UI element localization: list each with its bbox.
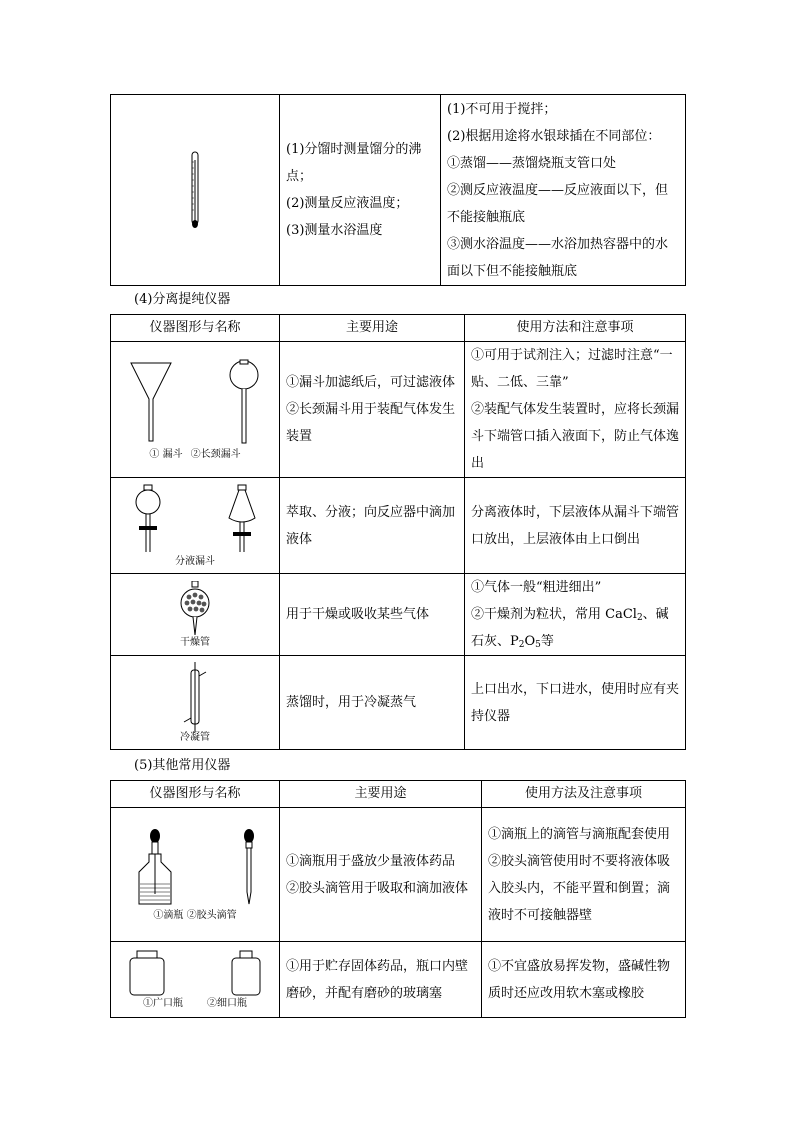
- column-header: 使用方法和注意事项: [465, 315, 686, 342]
- use-line: (3)测量水浴温度: [286, 223, 383, 238]
- notes-cell: [465, 574, 686, 656]
- use-cell: [280, 478, 465, 574]
- notes-line: ①滴瓶上的滴管与滴瓶配套使用: [488, 826, 671, 842]
- notes-cell: [482, 808, 686, 942]
- table-row: [111, 342, 686, 478]
- table-row: [111, 656, 686, 750]
- funnel-caption: ① 漏斗: [149, 448, 183, 460]
- notes-line: 上口出水，下口进水，使用时应有夹持仪器: [471, 681, 680, 724]
- notes-line: ②胶头滴管使用时不要将液体吸入胶头内，不能平置和倒置；滴液时不可接触器壁: [488, 853, 671, 923]
- condenser-caption: 冷凝管: [180, 731, 210, 743]
- separatory-funnel-figure-cell: [111, 478, 280, 574]
- use-cell: [280, 574, 465, 656]
- use-line: ②胶头滴管用于吸取和滴加液体: [286, 880, 469, 896]
- section-title-separation: (4)分离提纯仪器: [134, 292, 231, 307]
- notes-line: ①气体一般“粗进细出”: [471, 580, 602, 595]
- bottles-figure-cell: [111, 942, 280, 1018]
- separatory-funnel-pear-icon: [227, 484, 257, 554]
- text-fragment: 等: [540, 634, 554, 649]
- dropping-bottle-icon: [135, 828, 175, 906]
- use-cell: [280, 942, 482, 1018]
- use-cell: [280, 656, 465, 750]
- drying-tube-figure-cell: [111, 574, 280, 656]
- notes-line: ②测反应液温度——反应液面以下，但不能接触瓶底: [447, 182, 669, 225]
- notes-line: [471, 601, 679, 628]
- table-row: [111, 478, 686, 574]
- column-header: 主要用途: [280, 315, 465, 342]
- column-header: 使用方法及注意事项: [482, 781, 686, 808]
- notes-line: (1)不可用于搅拌；: [447, 101, 557, 117]
- table-row: [111, 808, 686, 942]
- notes-line: (2)根据用途将水银球插在不同部位：: [447, 128, 661, 144]
- notes-cell: [465, 342, 686, 478]
- table-header-row: [111, 781, 686, 808]
- use-line: 萃取、分液；向反应器中滴加液体: [286, 504, 456, 547]
- notes-line: ②装配气体发生装置时，应将长颈漏斗下端管口插入液面下，防止气体逸出: [471, 402, 680, 471]
- subscript: 2: [518, 640, 525, 650]
- wide-mouth-bottle-caption: ①广口瓶: [143, 997, 183, 1009]
- notes-line: [471, 628, 679, 655]
- use-line: ①用于贮存固体药品，瓶口内壁磨砂，并配有磨砂的玻璃塞: [286, 958, 469, 1001]
- notes-line: ①可用于试剂注入；过滤时注意“一贴、二低、三靠”: [471, 348, 673, 390]
- notes-cell: [482, 942, 686, 1018]
- table-header-row: [111, 315, 686, 342]
- table-row: [111, 574, 686, 656]
- notes-line: 分离液体时，下层液体从漏斗下端管口放出，上层液体由上口倒出: [471, 504, 680, 547]
- long-neck-funnel-icon: [226, 359, 262, 445]
- use-line: 蒸馏时，用于冷凝蒸气: [286, 695, 417, 710]
- notes-line: ①不宜盛放易挥发物，盛碱性物质时还应改用软木塞或橡胶: [488, 958, 671, 1001]
- use-line: ②长颈漏斗用于装配气体发生装置: [286, 402, 456, 444]
- table-row: [111, 95, 686, 286]
- notes-cell: [465, 656, 686, 750]
- column-header: 仪器图形与名称: [111, 781, 280, 808]
- column-header: 主要用途: [280, 781, 482, 808]
- condenser-figure-cell: [111, 656, 280, 750]
- funnel-icon: [129, 359, 173, 445]
- dropper-figure-cell: [111, 808, 280, 942]
- column-header: 仪器图形与名称: [111, 315, 280, 342]
- separatory-funnel-globe-icon: [133, 484, 163, 554]
- notes-cell: [465, 478, 686, 574]
- condenser-icon: [180, 662, 210, 732]
- use-line: ①滴瓶用于盛放少量液体药品: [286, 853, 456, 869]
- subscript: 2: [636, 613, 643, 623]
- use-cell: [280, 95, 441, 286]
- thermometer-icon: [185, 150, 205, 230]
- narrow-mouth-bottle-caption: ②细口瓶: [207, 997, 247, 1009]
- section-title-other: (5)其他常用仪器: [134, 758, 231, 773]
- text-fragment: 石灰、P: [471, 634, 519, 649]
- use-line: (1)分馏时测量馏分的沸点；: [286, 142, 422, 184]
- drying-tube-icon: [177, 581, 213, 637]
- notes-line: ①蒸馏——蒸馏烧瓶支管口处: [447, 155, 617, 171]
- use-line: (2)测量反应液温度；: [286, 196, 409, 211]
- narrow-mouth-bottle-icon: [229, 950, 263, 996]
- table-row: [111, 942, 686, 1018]
- rubber-dropper-icon: [242, 828, 256, 906]
- wide-mouth-bottle-icon: [127, 950, 167, 996]
- dropper-caption: ①滴瓶 ②胶头滴管: [153, 909, 237, 921]
- separatory-funnel-caption: 分液漏斗: [175, 555, 215, 567]
- other-instruments-table: [110, 780, 686, 1018]
- text-fragment: ②干燥剂为粒状，常用 CaCl: [471, 607, 637, 622]
- use-cell: [280, 342, 465, 478]
- text-fragment: 、碱: [642, 607, 669, 622]
- thermometer-figure-cell: [111, 95, 280, 286]
- notes-line: ③测水浴温度——水浴加热容器中的水面以下但不能接触瓶底: [447, 236, 669, 279]
- text-fragment: O: [524, 634, 536, 649]
- subscript: 5: [535, 640, 541, 650]
- long-neck-funnel-caption: ②长颈漏斗: [190, 448, 241, 460]
- drying-tube-caption: 干燥管: [180, 636, 210, 648]
- use-cell: [280, 808, 482, 942]
- thermometer-table: [110, 94, 686, 286]
- funnel-figure-cell: [111, 342, 280, 478]
- notes-cell: [441, 95, 686, 286]
- use-line: ①漏斗加滤纸后，可过滤液体: [286, 375, 456, 390]
- separation-table: [110, 314, 686, 750]
- use-line: 用于干燥或吸收某些气体: [286, 607, 430, 622]
